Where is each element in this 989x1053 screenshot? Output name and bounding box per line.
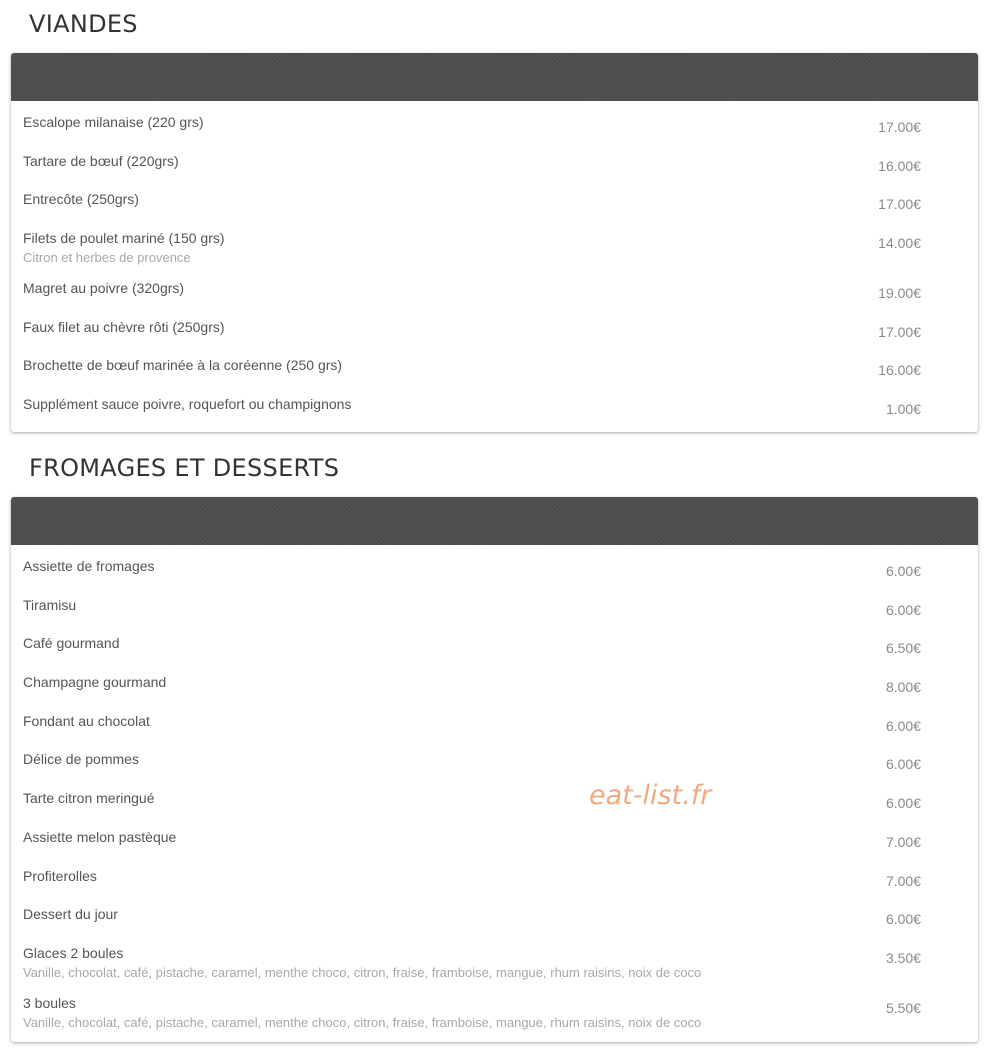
menu-item bbox=[11, 111, 978, 150]
menu-item bbox=[11, 632, 978, 671]
item-price: 6.00€ bbox=[885, 601, 921, 618]
menu-item bbox=[11, 150, 978, 189]
item-price: 8.00€ bbox=[885, 679, 921, 696]
section-title-viandes: VIANDES bbox=[29, 10, 138, 38]
menu-item bbox=[11, 903, 978, 942]
item-price: 16.00€ bbox=[878, 157, 921, 174]
menu-item bbox=[11, 188, 978, 227]
item-name: Assiette de fromages bbox=[23, 558, 155, 574]
item-price: 7.00€ bbox=[885, 872, 921, 889]
menu-item bbox=[11, 710, 978, 749]
watermark-text: eat-list.fr bbox=[589, 780, 712, 811]
item-price: 6.00€ bbox=[885, 795, 921, 812]
item-price: 5.50€ bbox=[885, 999, 921, 1016]
menu-card-fromages-desserts bbox=[11, 497, 978, 1042]
item-description: Vanille, chocolat, café, pistache, caramel, menthe choco, citron, fraise, framboise, mangue, rhum raisins, noix de coco bbox=[23, 964, 702, 980]
item-price: 17.00€ bbox=[878, 119, 921, 135]
item-name: Escalope milanaise (220 grs) bbox=[23, 114, 204, 130]
item-price: 19.00€ bbox=[878, 285, 921, 302]
item-name: Champagne gourmand bbox=[23, 674, 167, 691]
item-price: 7.00€ bbox=[885, 833, 921, 850]
item-name: Brochette de bœuf marinée à la coréenne (250 grs) bbox=[23, 357, 343, 374]
item-name: Profiterolles bbox=[23, 867, 97, 884]
menu-item bbox=[11, 354, 978, 393]
menu-item bbox=[11, 671, 978, 710]
item-name: Café gourmand bbox=[23, 635, 120, 652]
menu-item bbox=[11, 316, 978, 355]
item-name: 3 boules bbox=[23, 994, 76, 1011]
item-description: Vanille, chocolat, café, pistache, caramel, menthe choco, citron, fraise, framboise, mangue, rhum raisins, noix de coco bbox=[23, 1014, 702, 1030]
item-name: Glaces 2 boules bbox=[23, 944, 124, 961]
item-price: 6.00€ bbox=[885, 756, 921, 773]
item-name: Dessert du jour bbox=[23, 906, 118, 923]
item-name: Supplément sauce poivre, roquefort ou champignons bbox=[23, 396, 352, 413]
section-title-fromages-desserts: FROMAGES ET DESSERTS bbox=[29, 454, 340, 482]
item-name: Tarte citron meringué bbox=[23, 790, 155, 807]
item-name: Délice de pommes bbox=[23, 751, 139, 768]
item-name: Fondant au chocolat bbox=[23, 712, 150, 729]
item-price: 6.00€ bbox=[885, 717, 921, 734]
menu-card-viandes bbox=[11, 53, 978, 432]
menu-item bbox=[11, 942, 978, 992]
item-name: Entrecôte (250grs) bbox=[23, 191, 139, 208]
menu-item bbox=[11, 787, 978, 826]
card-header-bar bbox=[11, 53, 978, 101]
menu-item bbox=[11, 865, 978, 904]
item-name: Faux filet au chèvre rôti (250grs) bbox=[23, 318, 225, 335]
item-price: 6.00€ bbox=[885, 563, 921, 579]
item-price: 3.50€ bbox=[885, 949, 921, 966]
item-price: 17.00€ bbox=[878, 323, 921, 340]
item-price: 6.00€ bbox=[885, 911, 921, 928]
menu-item bbox=[11, 748, 978, 787]
menu-item bbox=[11, 594, 978, 633]
item-name: Tartare de bœuf (220grs) bbox=[23, 152, 179, 169]
menu-item bbox=[11, 227, 978, 277]
item-price: 16.00€ bbox=[878, 362, 921, 379]
item-price: 17.00€ bbox=[878, 196, 921, 213]
item-name: Tiramisu bbox=[23, 596, 77, 613]
item-price: 1.00€ bbox=[885, 401, 921, 418]
item-name: Magret au poivre (320grs) bbox=[23, 280, 185, 297]
menu-item bbox=[11, 826, 978, 865]
card-header-bar bbox=[11, 497, 978, 545]
menu-item bbox=[11, 393, 978, 432]
item-price: 14.00€ bbox=[878, 235, 921, 252]
item-description: Citron et herbes de provence bbox=[23, 250, 191, 266]
menu-item bbox=[11, 555, 978, 594]
menu-item bbox=[11, 992, 978, 1042]
item-name: Filets de poulet mariné (150 grs) bbox=[23, 230, 225, 247]
item-list-viandes bbox=[11, 101, 978, 432]
item-price: 6.50€ bbox=[885, 640, 921, 657]
item-name: Assiette melon pastèque bbox=[23, 828, 177, 845]
menu-item bbox=[11, 277, 978, 316]
item-list-fromages-desserts bbox=[11, 545, 978, 1042]
